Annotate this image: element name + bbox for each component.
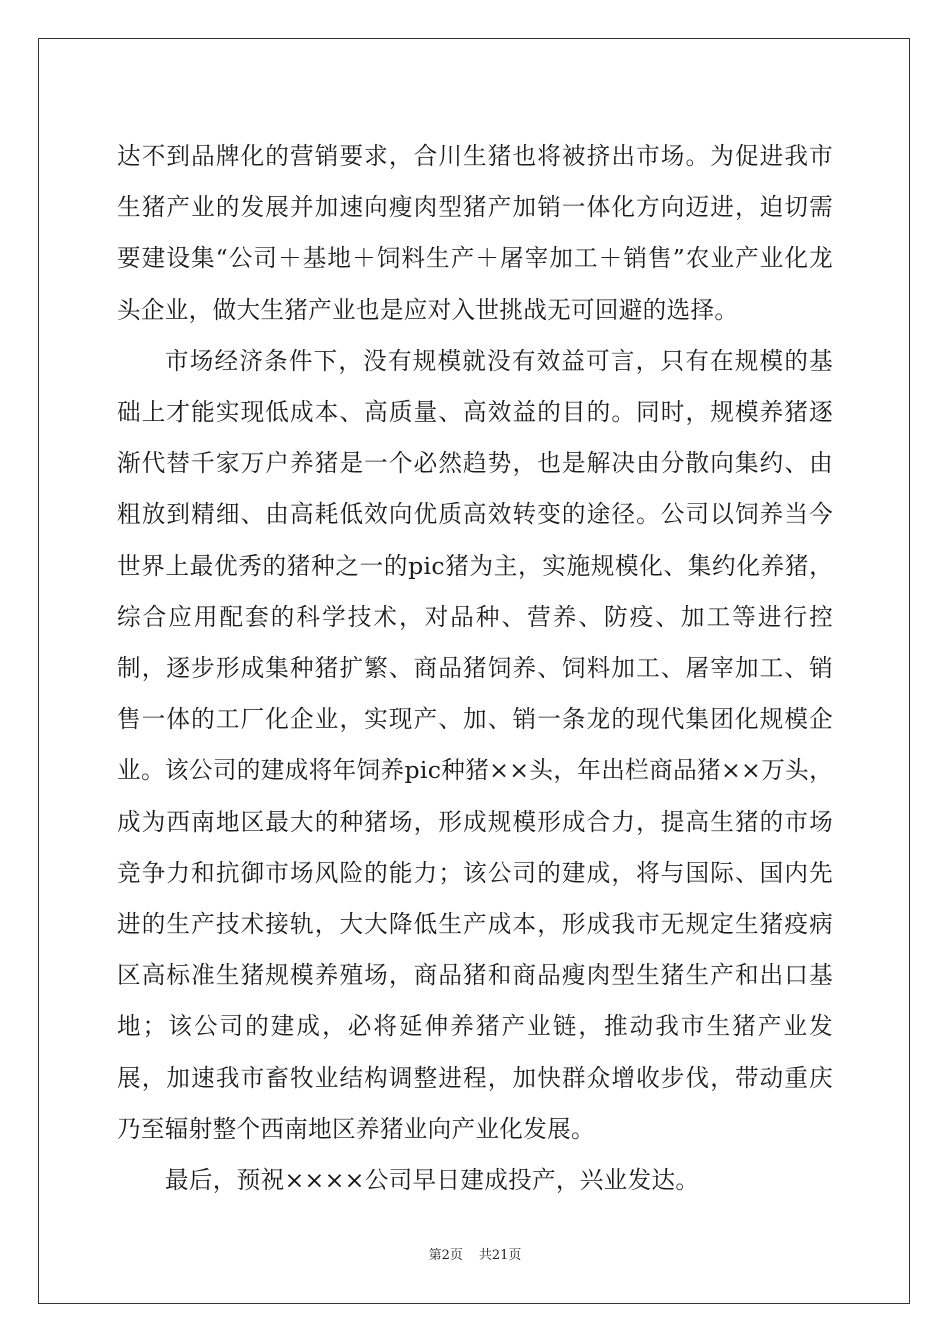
paragraph-2: 市场经济条件下，没有规模就没有效益可言，只有在规模的基础上才能实现低成本、高质量、高效益的目的。同时，规模养猪逐渐代替千家万户养猪是一个必然趋势，也是解决由分散向集约、由粗放到精细、由高耗低效向优质高效转变的途径。公司以饲养当今世界上最优秀的猪种之一的pic猪为主，实施规模化、集约化养猪，综合应用配套的科学技术，对品种、营养、防疫、加工等进行控制，逐步形成集种猪扩繁、商品猪饲养、饲料加工、屠宰加工、销售一体的工厂化企业，实现产、加、销一条龙的现代集团化规模企业。该公司的建成将年饲养pic种猪××头，年出栏商品猪××万头，成为西南地区最大的种猪场，形成规模形成合力，提高生猪的市场竞争力和抗御市场风险的能力；该公司的建成，将与国际、国内先进的生产技术接轨，大大降低生产成本，形成我市无规定生猪疫病区高标准生猪规模养殖场，商品猪和商品瘦肉型生猪生产和出口基地；该公司的建成，必将延伸养猪产业链，推动我市生猪产业发展，加速我市畜牧业结构调整进程，加快群众增收步伐，带动重庆乃至辐射整个西南地区养猪业向产业化发展。: [117, 346, 833, 1143]
page-number: 第2页: [428, 1248, 463, 1263]
paragraph-1: 达不到品牌化的营销要求，合川生猪也将被挤出市场。为促进我市生猪产业的发展并加速向瘦肉型猪产加销一体化方向迈进，迫切需要建设集“公司＋基地＋饲料生产＋屠宰加工＋销售”农业产业化龙头企业，做大生猪产业也是应对入世挑战无可回避的选择。: [117, 142, 833, 324]
page-footer: [0, 1247, 950, 1265]
document-body: [117, 131, 833, 1206]
paragraph-3: 最后，预祝××××公司早日建成投产，兴业发达。: [165, 1166, 700, 1195]
page-total: 共21页: [478, 1248, 522, 1263]
